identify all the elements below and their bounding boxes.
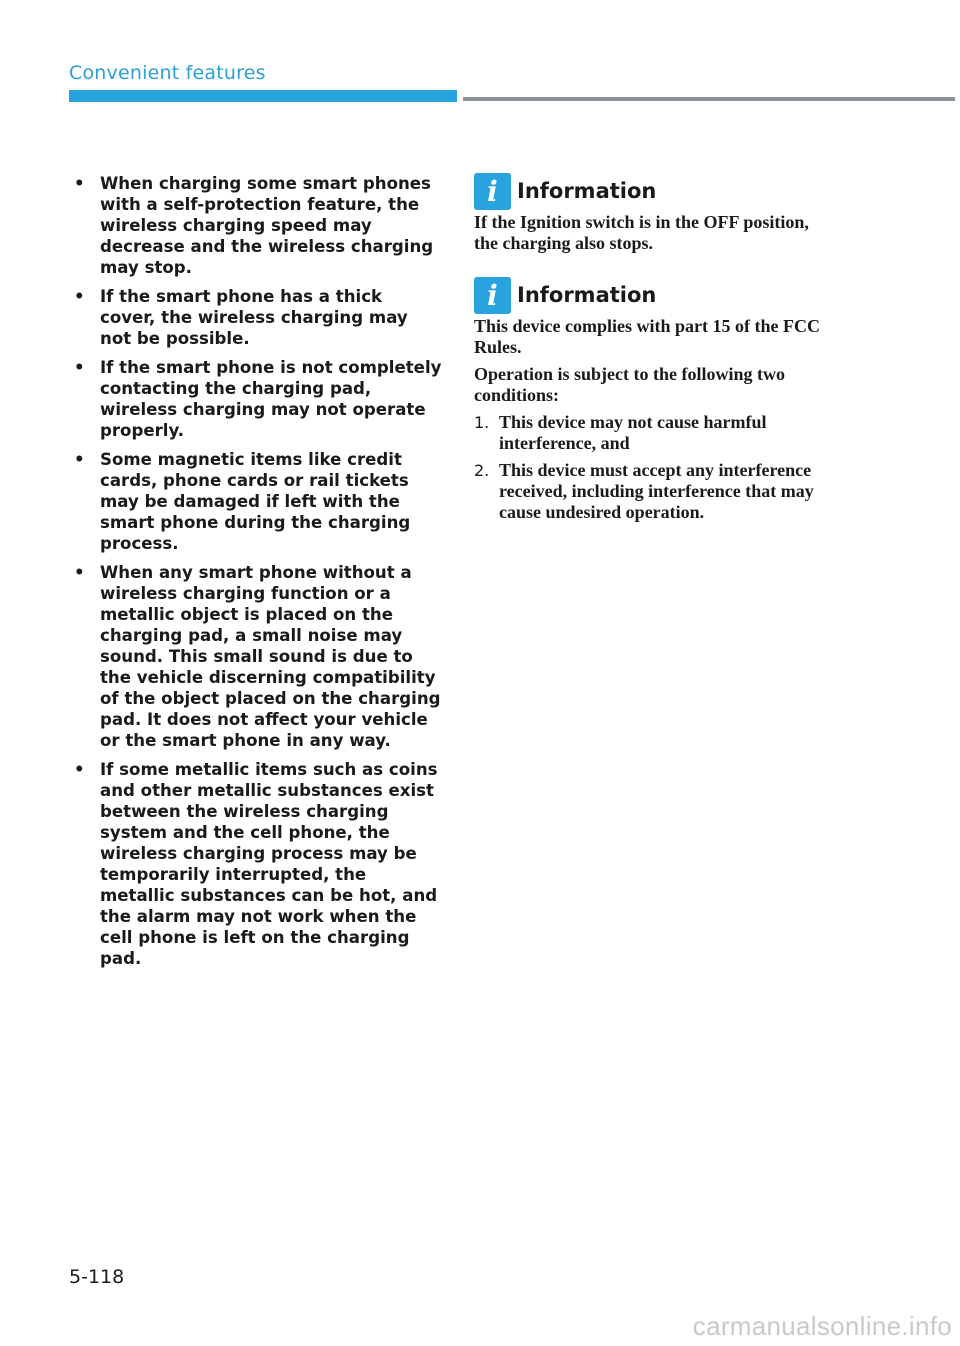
item-number: 1. bbox=[474, 413, 490, 432]
information-header bbox=[474, 172, 834, 210]
list-item bbox=[70, 173, 442, 278]
information-icon: i bbox=[474, 277, 511, 314]
information-box-fcc bbox=[474, 276, 834, 523]
information-title: Information bbox=[517, 179, 657, 203]
header-rule-accent bbox=[69, 90, 457, 102]
information-header bbox=[474, 276, 834, 314]
information-text: Operation is subject to the following two conditions: bbox=[474, 364, 785, 405]
numbered-item bbox=[474, 460, 834, 523]
list-item bbox=[70, 562, 442, 751]
item-text: This device may not cause harmful interference, and bbox=[499, 412, 767, 453]
bullet-text: If some metallic items such as coins and other metallic substances exist between the wireless charging system and the cell phone, the wireless charging process may be temporarily interrupted, the metallic substances can be hot, and the alarm may not work when the cell phone is left on the charging pad. bbox=[100, 760, 438, 968]
information-text: This device complies with part 15 of the FCC Rules. bbox=[474, 316, 820, 357]
information-box-ignition bbox=[474, 172, 834, 254]
bullet-mark: • bbox=[74, 287, 85, 306]
section-title: Convenient features bbox=[69, 62, 266, 84]
bullet-mark: • bbox=[74, 450, 85, 469]
bullet-text: If the smart phone has a thick cover, the wireless charging may not be possible. bbox=[100, 287, 408, 348]
bullet-text: When charging some smart phones with a self-protection feature, the wireless charging speed may decrease and the wireless charging may stop. bbox=[100, 174, 434, 277]
information-title: Information bbox=[517, 283, 657, 307]
header-rule bbox=[463, 97, 955, 101]
bullet-mark: • bbox=[74, 760, 85, 779]
list-item bbox=[70, 449, 442, 554]
bullet-mark: • bbox=[74, 358, 85, 377]
list-item bbox=[70, 286, 442, 349]
page-number: 5-118 bbox=[69, 1266, 125, 1288]
bullet-mark: • bbox=[74, 174, 85, 193]
bullet-text: Some magnetic items like credit cards, phone cards or rail tickets may be damaged if left with the smart phone during the charging process. bbox=[100, 450, 411, 553]
information-icon: i bbox=[474, 173, 511, 210]
bullet-text: When any smart phone without a wireless charging function or a metallic object is placed on the charging pad, a small noise may sound. This small sound is due to the vehicle discerning compatibility of the object placed on the charging pad. It does not affect your vehicle or the smart phone in any way. bbox=[100, 563, 441, 750]
item-text: This device must accept any interference received, including interference that may cause undesired operation. bbox=[499, 460, 814, 522]
watermark: carmanualsonline.info bbox=[692, 1311, 952, 1341]
numbered-item bbox=[474, 412, 834, 454]
info-column bbox=[474, 172, 834, 545]
bullet-text: If the smart phone is not completely contacting the charging pad, wireless charging may not operate properly. bbox=[100, 358, 442, 440]
information-text: If the Ignition switch is in the OFF position, the charging also stops. bbox=[474, 212, 809, 253]
list-item bbox=[70, 759, 442, 969]
bullet-mark: • bbox=[74, 563, 85, 582]
item-number: 2. bbox=[474, 461, 490, 480]
list-item bbox=[70, 357, 442, 441]
bullet-list bbox=[70, 173, 442, 977]
